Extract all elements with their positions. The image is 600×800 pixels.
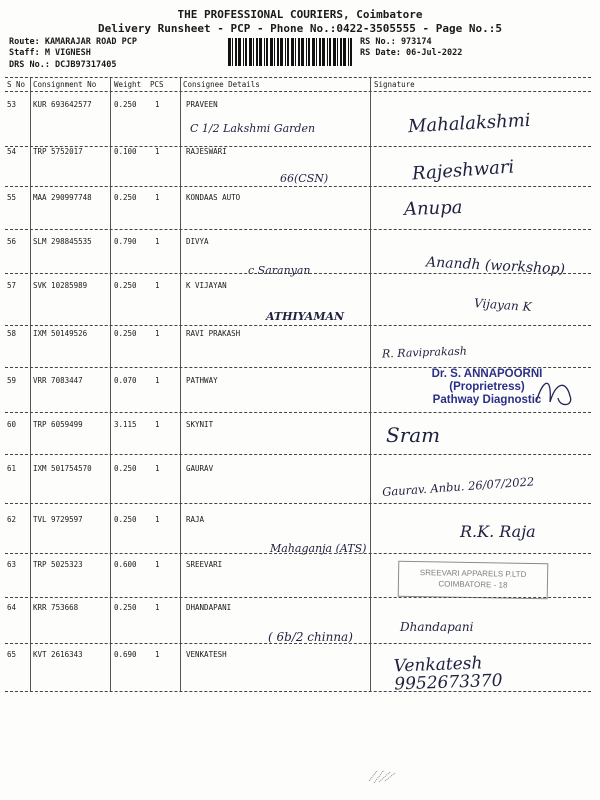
barcode-bar bbox=[228, 38, 231, 66]
row-consignee: K VIJAYAN bbox=[186, 281, 227, 290]
header-top-rule bbox=[5, 77, 591, 78]
row-consignee: SREEVARI bbox=[186, 560, 223, 569]
row-sno: 61 bbox=[7, 464, 17, 473]
row-weight: 0.070 bbox=[114, 376, 137, 385]
stamp2-city: COIMBATORE - 18 bbox=[438, 579, 508, 590]
col-header-pcs: PCS bbox=[150, 80, 164, 89]
row-consignment: KUR 693642577 bbox=[33, 100, 92, 109]
row-note: 66(CSN) bbox=[280, 172, 329, 185]
stamp-org: Pathway Diagnostic bbox=[432, 394, 542, 406]
barcode-bar bbox=[343, 38, 346, 66]
barcode-bar bbox=[301, 38, 304, 66]
row-consignee: VENKATESH bbox=[186, 650, 227, 659]
col-header-weight: Weight bbox=[114, 80, 142, 89]
barcode-bar bbox=[298, 38, 300, 66]
stamp-name: Dr. S. ANNAPOORNI bbox=[431, 368, 543, 380]
barcode-bar bbox=[295, 38, 296, 66]
barcode-bar bbox=[249, 38, 252, 66]
runsheet-title: THE PROFESSIONAL COURIERS, Coimbatore bbox=[177, 8, 423, 21]
row-weight: 0.250 bbox=[114, 464, 137, 473]
pathway-signature-scribble bbox=[530, 372, 580, 412]
row-sno: 57 bbox=[7, 281, 17, 290]
row-pcs: 1 bbox=[155, 329, 160, 338]
row-note: c Saranyan bbox=[248, 264, 311, 277]
barcode-bar bbox=[306, 38, 307, 66]
row-consignment: TRP 5752017 bbox=[33, 147, 83, 156]
rs-date: RS Date: 06-Jul-2022 bbox=[360, 48, 463, 58]
row-consignee: DIVYA bbox=[186, 237, 209, 246]
row-signature: Dhandapani bbox=[400, 620, 474, 634]
row-pcs: 1 bbox=[155, 193, 160, 202]
col-sep bbox=[180, 78, 181, 692]
row-consignment: KVT 2616343 bbox=[33, 650, 83, 659]
barcode-bar bbox=[256, 38, 258, 66]
row-signature: Gaurav. Anbu. 26/07/2022 bbox=[381, 474, 535, 499]
barcode-bar bbox=[287, 38, 289, 66]
row-consignee: SKYNIT bbox=[186, 420, 214, 429]
barcode-bar bbox=[270, 38, 273, 66]
row-signature: R. Raviprakash bbox=[381, 344, 468, 361]
row-consignee: RAJESWARI bbox=[186, 147, 227, 156]
barcode-bar bbox=[259, 38, 262, 66]
row-note: ( 6b/2 chinna) bbox=[268, 630, 353, 644]
row-weight: 0.790 bbox=[114, 237, 137, 246]
row-sno: 62 bbox=[7, 515, 17, 524]
barcode-bar bbox=[329, 38, 331, 66]
barcode bbox=[228, 38, 352, 66]
row-note: C 1/2 Lakshmi Garden bbox=[190, 122, 316, 135]
col-header-consignee: Consignee Details bbox=[183, 80, 260, 89]
row-consignee: RAVI PRAKASH bbox=[186, 329, 241, 338]
row-pcs: 1 bbox=[155, 376, 160, 385]
drs-number: DRS No.: DCJB97317405 bbox=[9, 60, 117, 70]
row-pcs: 1 bbox=[155, 603, 160, 612]
row-signature: Venkatesh 9952673370 bbox=[393, 653, 503, 695]
row-weight: 0.250 bbox=[114, 603, 137, 612]
stamp-title: (Proprietress) bbox=[449, 381, 525, 393]
row-weight: 0.600 bbox=[114, 560, 137, 569]
col-header-signature: Signature bbox=[374, 80, 415, 89]
barcode-bar bbox=[316, 38, 317, 66]
barcode-bar bbox=[266, 38, 268, 66]
row-signature: Vijayan K bbox=[473, 296, 533, 314]
col-sep bbox=[30, 78, 31, 692]
barcode-bar bbox=[232, 38, 233, 66]
row-consignment: SVK 10285989 bbox=[33, 281, 88, 290]
sreevari-stamp bbox=[398, 561, 549, 600]
row-rule bbox=[5, 503, 591, 504]
row-consignee: DHANDAPANI bbox=[186, 603, 232, 612]
barcode-bar bbox=[291, 38, 294, 66]
row-weight: 0.250 bbox=[114, 515, 137, 524]
row-sno: 64 bbox=[7, 603, 17, 612]
row-pcs: 1 bbox=[155, 420, 160, 429]
row-pcs: 1 bbox=[155, 650, 160, 659]
barcode-bar bbox=[327, 38, 328, 66]
row-signature: Rajeshwari bbox=[411, 156, 515, 185]
barcode-bar bbox=[285, 38, 286, 66]
row-pcs: 1 bbox=[155, 281, 160, 290]
row-weight: 0.250 bbox=[114, 329, 137, 338]
row-pcs: 1 bbox=[155, 464, 160, 473]
row-rule bbox=[5, 597, 591, 598]
row-consignment: TRP 6059499 bbox=[33, 420, 83, 429]
stamp2-name: SREEVARI APPARELS P.LTD bbox=[419, 568, 527, 579]
row-rule bbox=[5, 229, 591, 230]
row-consignment: VRR 7083447 bbox=[33, 376, 83, 385]
row-pcs: 1 bbox=[155, 515, 160, 524]
row-rule bbox=[5, 553, 591, 554]
row-sno: 65 bbox=[7, 650, 17, 659]
row-rule bbox=[5, 273, 591, 274]
barcode-bar bbox=[333, 38, 336, 66]
barcode-bar bbox=[319, 38, 321, 66]
barcode-bar bbox=[235, 38, 237, 66]
barcode-bar bbox=[245, 38, 247, 66]
barcode-bar bbox=[264, 38, 265, 66]
runsheet-subtitle: Delivery Runsheet - PCP - Phone No.:0422-3505555 - Page No.:5 bbox=[98, 22, 502, 35]
row-note: ATHIYAMAN bbox=[266, 310, 345, 323]
row-rule bbox=[5, 454, 591, 455]
row-pcs: 1 bbox=[155, 147, 160, 156]
row-consignment: TVL 9729597 bbox=[33, 515, 83, 524]
row-rule bbox=[5, 325, 591, 326]
barcode-bar bbox=[337, 38, 338, 66]
row-note: Mahaganja (ATS) bbox=[270, 542, 367, 555]
barcode-bar bbox=[277, 38, 279, 66]
row-consignee: GAURAV bbox=[186, 464, 214, 473]
row-rule bbox=[5, 691, 591, 692]
row-rule bbox=[5, 643, 591, 644]
row-weight: 0.100 bbox=[114, 147, 137, 156]
row-consignment: TRP 5025323 bbox=[33, 560, 83, 569]
row-consignment: MAA 290997748 bbox=[33, 193, 92, 202]
barcode-bar bbox=[340, 38, 342, 66]
barcode-bar bbox=[322, 38, 325, 66]
row-pcs: 1 bbox=[155, 560, 160, 569]
row-rule bbox=[5, 146, 591, 147]
barcode-bar bbox=[243, 38, 244, 66]
barcode-bar bbox=[238, 38, 241, 66]
row-consignee: RAJA bbox=[186, 515, 205, 524]
row-signature: Sram bbox=[386, 423, 441, 447]
row-sno: 58 bbox=[7, 329, 17, 338]
row-signature: Anupa bbox=[403, 196, 463, 221]
col-header-consignment: Consignment No bbox=[33, 80, 97, 89]
row-weight: 0.250 bbox=[114, 281, 137, 290]
row-pcs: 1 bbox=[155, 100, 160, 109]
barcode-bar bbox=[274, 38, 275, 66]
row-pcs: 1 bbox=[155, 237, 160, 246]
row-consignment: IXM 501754570 bbox=[33, 464, 92, 473]
row-signature: Anandh (workshop) bbox=[425, 254, 566, 278]
rs-number: RS No.: 973174 bbox=[360, 37, 432, 47]
row-sno: 59 bbox=[7, 376, 17, 385]
barcode-bar bbox=[312, 38, 315, 66]
row-rule bbox=[5, 186, 591, 187]
barcode-bar bbox=[280, 38, 283, 66]
row-consignment: IXM 50149526 bbox=[33, 329, 88, 338]
barcode-bar bbox=[350, 38, 352, 66]
barcode-bar bbox=[308, 38, 310, 66]
row-sno: 60 bbox=[7, 420, 17, 429]
row-weight: 0.250 bbox=[114, 100, 137, 109]
col-sep bbox=[110, 78, 111, 692]
route-label: Route: KAMARAJAR ROAD PCP bbox=[9, 37, 137, 47]
row-rule bbox=[5, 412, 591, 413]
row-weight: 3.115 bbox=[114, 420, 137, 429]
header-bottom-rule bbox=[5, 91, 591, 92]
row-sno: 63 bbox=[7, 560, 17, 569]
row-consignment: SLM 298845535 bbox=[33, 237, 92, 246]
row-sno: 54 bbox=[7, 147, 17, 156]
row-sno: 56 bbox=[7, 237, 17, 246]
row-consignee: KONDAAS AUTO bbox=[186, 193, 241, 202]
row-weight: 0.690 bbox=[114, 650, 137, 659]
row-consignee: PRAVEEN bbox=[186, 100, 218, 109]
row-sno: 55 bbox=[7, 193, 17, 202]
row-consignee: PATHWAY bbox=[186, 376, 218, 385]
row-consignment: KRR 753668 bbox=[33, 603, 79, 612]
col-header-sno: S No bbox=[7, 80, 26, 89]
staff-label: Staff: M VIGNESH bbox=[9, 48, 91, 58]
barcode-bar bbox=[253, 38, 254, 66]
row-weight: 0.250 bbox=[114, 193, 137, 202]
col-sep bbox=[370, 78, 371, 692]
row-signature: R.K. Raja bbox=[460, 522, 536, 541]
row-sno: 53 bbox=[7, 100, 17, 109]
barcode-bar bbox=[348, 38, 349, 66]
ink-smudge bbox=[365, 765, 405, 785]
row-signature: Mahalakshmi bbox=[407, 109, 532, 138]
